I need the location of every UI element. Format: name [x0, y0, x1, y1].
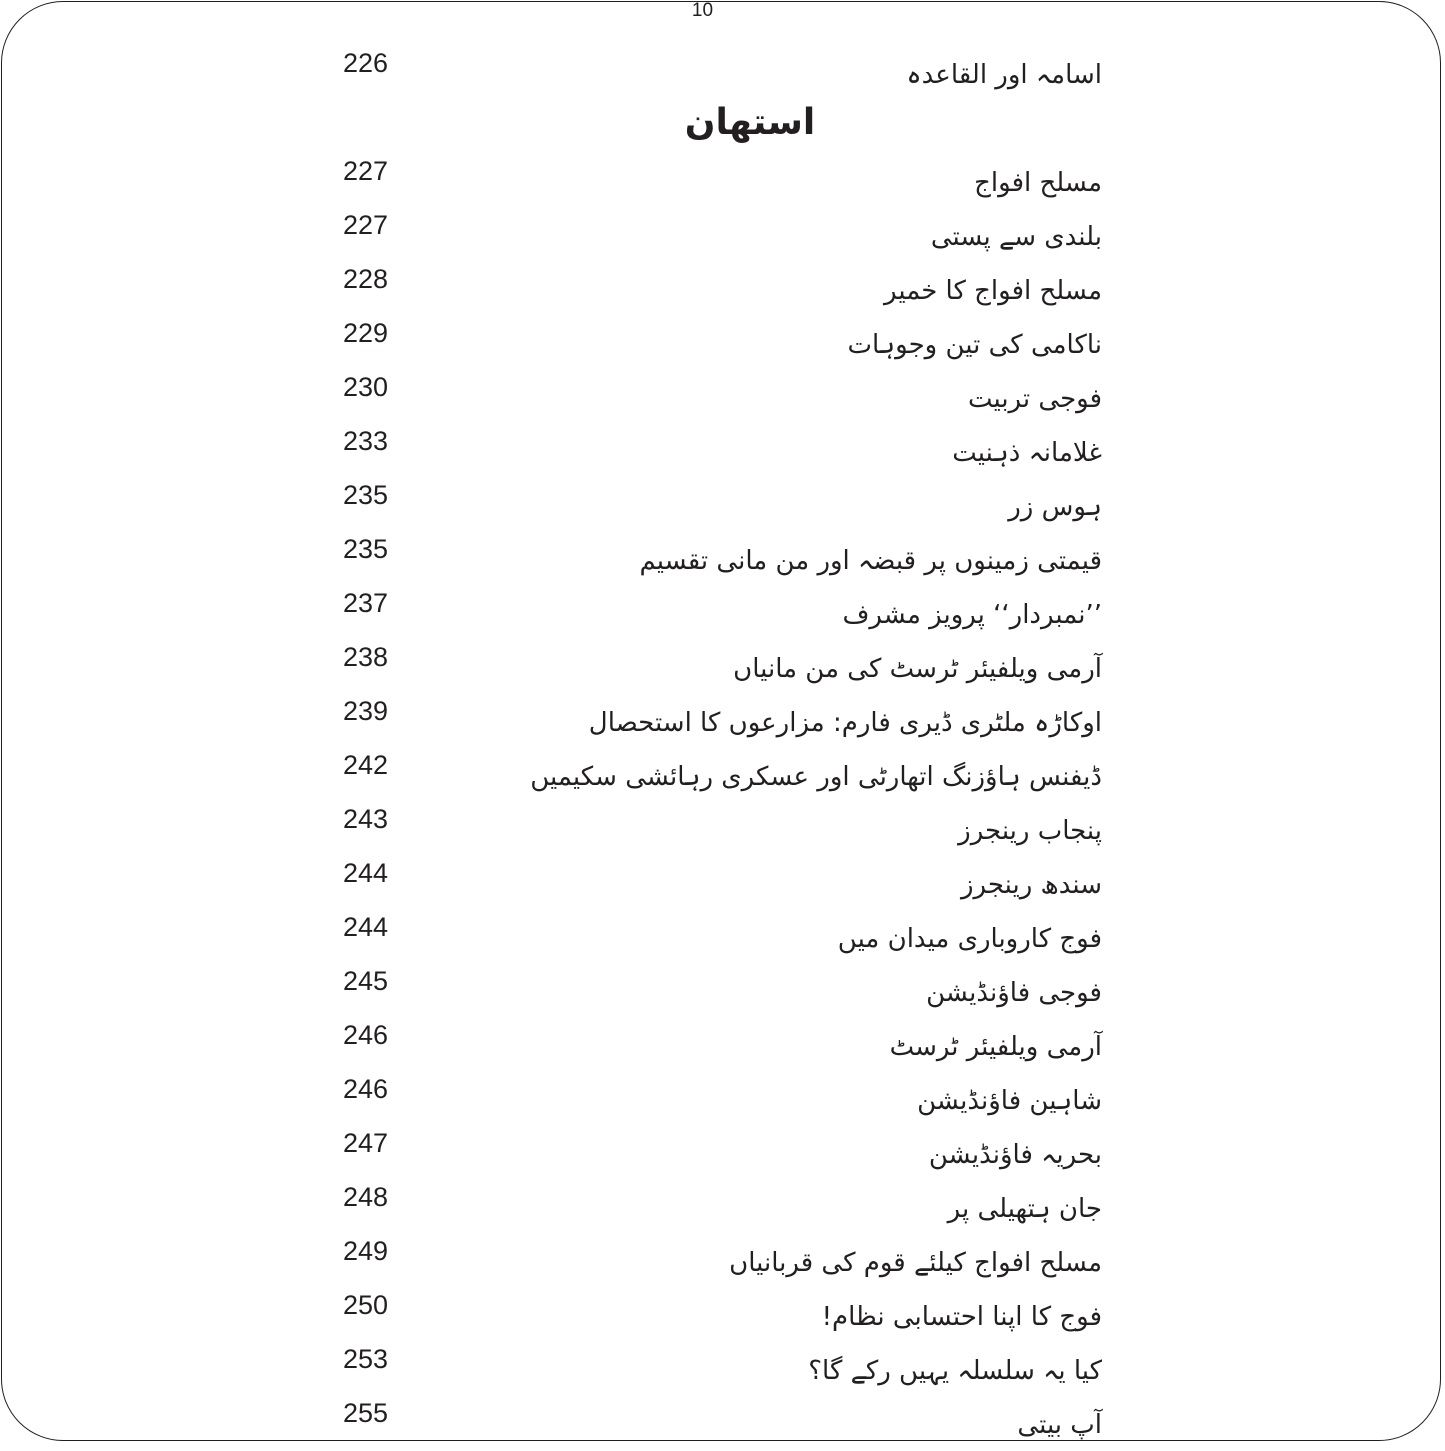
toc-entry-page: 228 [343, 264, 389, 294]
toc-entry [0, 209, 1445, 263]
toc-entry-page: 238 [343, 642, 389, 672]
toc-entry [0, 1235, 1445, 1289]
toc-entry-title: ’’نمبردار‘‘ پرویز مشرف [842, 600, 1102, 630]
toc-entry-page: 246 [343, 1020, 389, 1050]
toc-entry-page: 237 [343, 588, 389, 618]
toc-entry [0, 803, 1445, 857]
toc-entry [0, 911, 1445, 965]
toc-entry-title: فوجی تربیت [967, 384, 1102, 414]
toc-entry-title: سندھ رینجرز [960, 870, 1102, 900]
toc-entry-page: 255 [343, 1398, 389, 1428]
toc-entry [0, 1397, 1445, 1451]
toc-entry-title: کیا یہ سلسلہ یہیں رکے گا؟ [808, 1356, 1102, 1386]
toc-entry [0, 1181, 1445, 1235]
toc-entry-title: فوج کاروباری میدان میں [837, 924, 1102, 954]
toc-entry [0, 1019, 1445, 1073]
toc-entry [0, 371, 1445, 425]
toc-entry-page: 249 [343, 1236, 389, 1266]
toc-entry-title: اسامہ اور القاعدہ [906, 60, 1102, 90]
toc-entry [0, 1127, 1445, 1181]
toc-entry [0, 155, 1445, 209]
section-heading: استھان [684, 102, 816, 143]
toc-entry-title: جان ہتھیلی پر [947, 1194, 1102, 1224]
toc-entry-title: اوکاڑہ ملٹری ڈیری فارم: مزارعوں کا استحصال [588, 708, 1102, 738]
toc-entry-page: 239 [343, 696, 389, 726]
toc-entry-page: 250 [343, 1290, 389, 1320]
toc-entry-title: فوج کا اپنا احتسابی نظام! [821, 1302, 1102, 1332]
toc-entry [0, 587, 1445, 641]
toc-entry-page: 244 [343, 912, 389, 942]
toc-entry-title: ناکامی کی تین وجوہات [847, 330, 1102, 360]
toc-entry-title: فوجی فاؤنڈیشن [926, 978, 1102, 1008]
toc-entry-title: غلامانہ ذہنیت [952, 438, 1102, 468]
toc-entry-title: آرمی ویلفیئر ٹرسٹ کی من مانیاں [733, 654, 1102, 684]
toc-entry-page: 243 [343, 804, 389, 834]
toc-entry-page: 227 [343, 210, 389, 240]
toc-entry-title: بحریہ فاؤنڈیشن [928, 1140, 1102, 1170]
toc-entry-title: ڈیفنس ہاؤزنگ اتھارٹی اور عسکری رہائشی سکیمیں [530, 762, 1102, 792]
toc-entry-page: 227 [343, 156, 389, 186]
toc-entry-page: 244 [343, 858, 389, 888]
toc-entry [0, 965, 1445, 1019]
toc-entry-title: پنجاب رینجرز [958, 816, 1102, 846]
toc-entry-title: مسلح افواج [974, 168, 1102, 198]
toc-entry-page: 247 [343, 1128, 389, 1158]
toc-entry-page: 233 [343, 426, 389, 456]
toc-entry [0, 857, 1445, 911]
toc-entry [0, 533, 1445, 587]
toc-entry [0, 263, 1445, 317]
toc-entry-title: مسلح افواج کیلئے قوم کی قربانیاں [729, 1248, 1102, 1278]
toc-entry-title: ہوس زر [1008, 492, 1102, 522]
toc-entry-page: 230 [343, 372, 389, 402]
toc-entry-title: مسلح افواج کا خمیر [884, 276, 1102, 306]
toc-entry [0, 479, 1445, 533]
toc-entry [0, 641, 1445, 695]
toc-entry-title: آرمی ویلفیئر ٹرسٹ [889, 1032, 1102, 1062]
toc-entry [0, 47, 1445, 101]
toc-entry [0, 425, 1445, 479]
toc-entry-title: بلندی سے پستی [930, 222, 1102, 252]
toc-entry [0, 1343, 1445, 1397]
toc-entry [0, 695, 1445, 749]
toc-entry-page: 245 [343, 966, 389, 996]
toc-entry [0, 749, 1445, 803]
toc-entry-page: 246 [343, 1074, 389, 1104]
toc-entry-title: قیمتی زمینوں پر قبضہ اور من مانی تقسیم [639, 546, 1102, 576]
toc-entry-page: 248 [343, 1182, 389, 1212]
toc-entry-page: 226 [343, 48, 389, 78]
toc-entry-title: آپ بیتی [1017, 1410, 1102, 1440]
toc-entry-page: 235 [343, 480, 389, 510]
toc-entry [0, 1073, 1445, 1127]
toc-entry [0, 1289, 1445, 1343]
toc-entry-page: 229 [343, 318, 389, 348]
toc-entry [0, 317, 1445, 371]
toc-entry-page: 242 [343, 750, 389, 780]
page-number: 10 [691, 0, 714, 21]
toc-entry-page: 235 [343, 534, 389, 564]
toc-entry-title: شاہین فاؤنڈیشن [917, 1086, 1102, 1116]
toc-entry-page: 253 [343, 1344, 389, 1374]
